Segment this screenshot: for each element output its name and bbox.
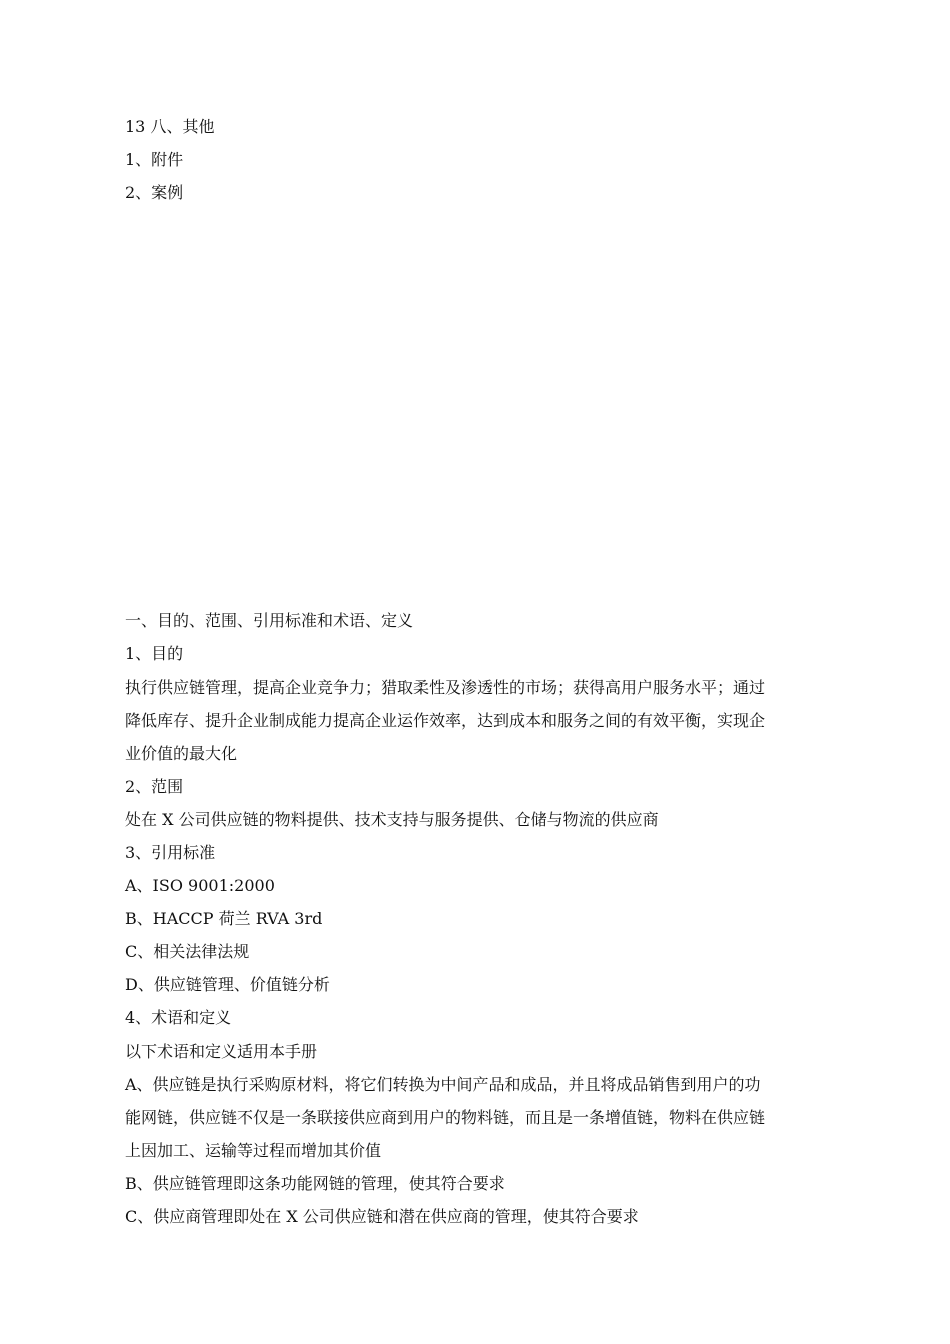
- purpose-text-line: 执行供应链管理，提高企业竞争力；猎取柔性及渗透性的市场；获得高用户服务水平；通过: [125, 678, 766, 697]
- purpose-text-line: 业价值的最大化: [125, 744, 238, 763]
- term-c: C、供应商管理即处在 X 公司供应链和潜在供应商的管理，使其符合要求: [125, 1207, 639, 1226]
- standard-item: A、ISO 9001:2000: [125, 876, 275, 895]
- term-a-line: 上因加工、运输等过程而增加其价值: [125, 1141, 382, 1160]
- terms-heading: 4、术语和定义: [125, 1008, 232, 1027]
- terms-intro: 以下术语和定义适用本手册: [125, 1042, 318, 1061]
- purpose-heading: 1、目的: [125, 644, 184, 663]
- term-a-line: 能网链，供应链不仅是一条联接供应商到用户的物料链，而且是一条增值链，物料在供应链: [125, 1108, 766, 1127]
- term-b: B、供应链管理即这条功能网链的管理，使其符合要求: [125, 1174, 505, 1193]
- standard-item: C、相关法律法规: [125, 942, 250, 961]
- standard-item: B、HACCP 荷兰 RVA 3rd: [125, 909, 323, 928]
- purpose-text-line: 降低库存、提升企业制成能力提高企业运作效率，达到成本和服务之间的有效平衡，实现企: [125, 711, 766, 730]
- section-heading: 一、目的、范围、引用标准和术语、定义: [125, 611, 414, 630]
- scope-text: 处在 X 公司供应链的物料提供、技术支持与服务提供、仓储与物流的供应商: [125, 810, 659, 829]
- term-a-line: A、供应链是执行采购原材料，将它们转换为中间产品和成品，并且将成品销售到用户的功: [125, 1075, 761, 1094]
- toc-sub-attachments: 1、附件: [125, 150, 184, 169]
- toc-item-13: 13 八、其他: [125, 117, 215, 136]
- standard-item: D、供应链管理、价值链分析: [125, 975, 330, 994]
- scope-heading: 2、范围: [125, 777, 184, 796]
- toc-sub-cases: 2、案例: [125, 183, 184, 202]
- standards-heading: 3、引用标准: [125, 843, 216, 862]
